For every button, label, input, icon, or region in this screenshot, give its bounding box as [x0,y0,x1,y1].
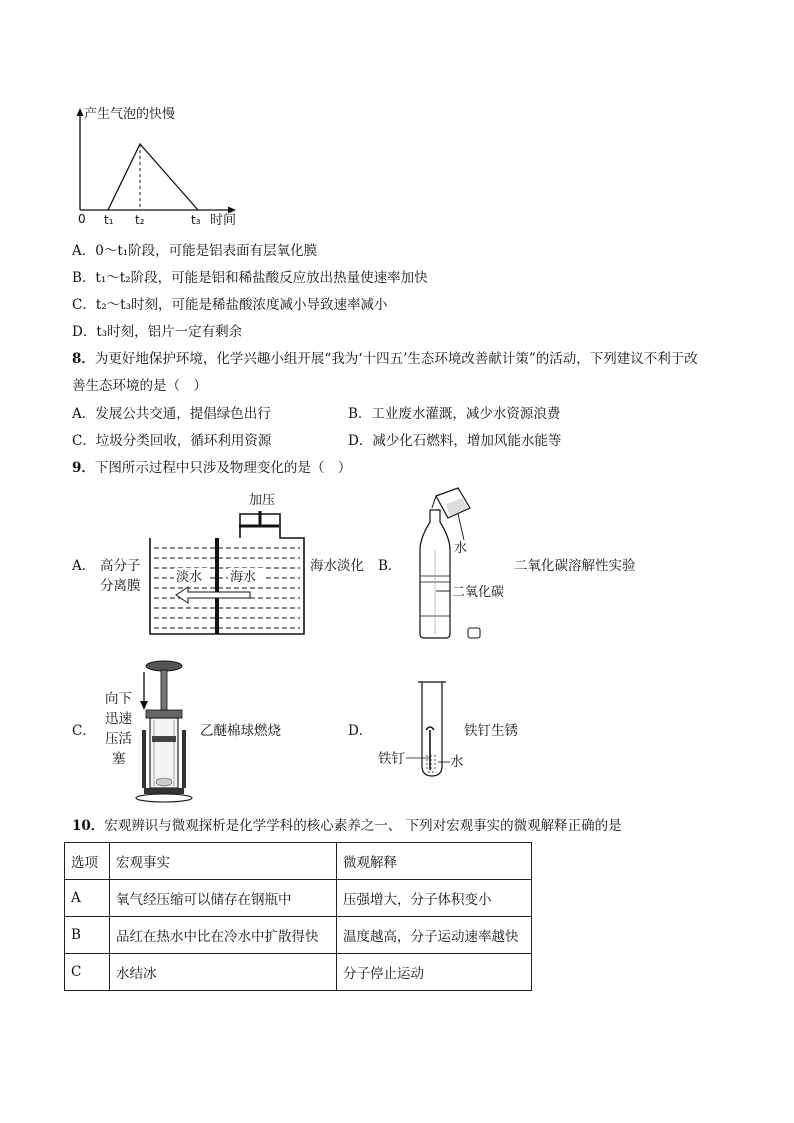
table-header-cell: 微观解释 [337,843,532,880]
q9-number: 9． [72,460,95,476]
graph-xlabel: 时间 [210,213,237,228]
q9-c-press-line-3: 压活 [105,731,132,747]
container-outline [150,514,304,634]
q7-option-b: B．t₁～t₂阶段，可能是铝和稀盐酸反应放出热量使速率加快 [72,270,428,286]
table-cell: B [65,917,110,954]
table-cell: 氧气经压缩可以储存在钢瓶中 [110,880,337,917]
graph-t3: t₃ [191,213,201,227]
table-header-cell: 选项 [65,843,110,880]
q9-c-press-line-1: 向下 [105,691,132,707]
cotton-ball [156,778,172,786]
sea-water-label: 海水 [230,570,257,585]
table-cell: 温度越高，分子运动速率越快 [337,917,532,954]
q9-c-press-line-2: 迅速 [105,711,132,727]
q9-c-press-line-4: 塞 [112,751,126,767]
q9-a-membrane-label-1: 高分子 [100,558,141,574]
q9-d-letter: D． [348,723,373,739]
q8-option-c: C．垃圾分类回收，循环利用资源 [72,433,272,449]
reaction-rate-graph [60,100,260,235]
q9-d-water-label: 水 [450,754,464,770]
water-lines [154,548,300,628]
base-plate [136,794,192,802]
q8-number: 8． [72,351,95,367]
graph-origin: 0 [78,212,86,226]
table-header-row [65,843,532,880]
q9-stem-text: 下图所示过程中只涉及物理变化的是（ ） [94,460,352,476]
q7-option-d: D．t₃时刻，铝片一定有剩余 [72,324,243,340]
table-cell: 水结冰 [110,954,337,991]
q7-option-a: A．0～t₁阶段，可能是铝表面有层氧化膜 [72,243,318,259]
water-label-b: 水 [454,541,468,556]
compression-apparatus [130,658,200,804]
q9-a-membrane-label-2: 分离膜 [100,578,141,594]
q9-stem [72,459,351,477]
q8-option-b: B．工业废水灌溉，减少水资源浪费 [348,406,561,422]
q9-a-caption: 海水淡化 [310,558,364,574]
q9-d-nail-label: 铁钉 [378,751,405,767]
q7-option-c: C．t₂～t₃时刻，可能是稀盐酸浓度减小导致速率减小 [72,297,388,313]
q9-b-caption: 二氧化碳溶解性实验 [514,558,636,574]
q9-c-caption: 乙醚棉球燃烧 [200,723,281,739]
q8-option-d: D．减少化石燃料，增加风能水能等 [348,433,562,449]
desalination-apparatus [146,488,306,638]
fresh-water-label: 淡水 [176,570,203,585]
rate-curve [108,144,198,210]
pressure-label: 加压 [249,493,276,508]
table-header-cell: 宏观事实 [110,843,337,880]
q9-b-letter: B． [378,558,402,574]
q9-c-letter: C． [72,723,96,739]
table-cell: A [65,880,110,917]
down-arrow-icon [140,701,148,710]
table-cell: 品红在热水中比在冷水中扩散得快 [110,917,337,954]
piston-handle [146,661,182,671]
q10-stem [72,817,622,835]
test-tube-apparatus [404,680,454,780]
graph-t2: t₂ [135,213,145,227]
graph-t1: t₁ [104,213,114,227]
table-row [65,917,532,954]
q10-table [64,842,532,991]
flow-arrow [176,587,250,603]
q8-stem-line2: 善生态环境的是（ ） [72,378,207,394]
co2-label: 二氧化碳 [452,585,505,600]
q8-stem-line1: 为更好地保护环境，化学兴趣小组开展“我为‘十四五’生态环境改善献计策”的活动，下列建议不利于改 [94,351,698,367]
table-cell: C [65,954,110,991]
q10-stem-text: 宏观辨识与微观探析是化学学科的核心素养之一、 下列对宏观事实的微观解释正确的是 [104,818,622,834]
bottle-cap [468,628,480,638]
q9-a-letter: A． [72,558,96,574]
q8-stem [72,350,698,368]
co2-bottle-apparatus [400,486,510,644]
table-row [65,880,532,917]
table-cell: 分子停止运动 [337,954,532,991]
graph-ylabel: 产生气泡的快慢 [84,107,176,122]
q9-d-caption: 铁钉生锈 [464,723,518,739]
q8-option-a: A．发展公共交通，提倡绿色出行 [72,406,271,422]
table-row [65,954,532,991]
table-cell: 压强增大，分子体积变小 [337,880,532,917]
q10-number: 10． [72,818,105,834]
membrane [215,538,219,634]
